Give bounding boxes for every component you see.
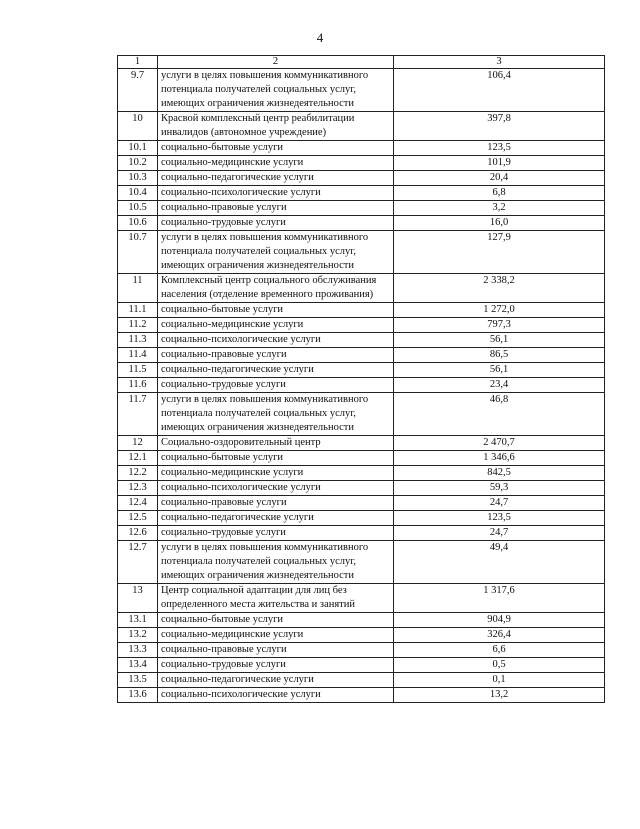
row-number-cell: 10.3 [118,171,158,186]
amount-cell: 326,4 [394,628,605,643]
table-row [118,231,605,274]
amount-cell: 904,9 [394,613,605,628]
row-number-cell: 13 [118,584,158,613]
table-row [118,541,605,584]
row-number-cell: 11.6 [118,378,158,393]
amount-cell: 2 470,7 [394,436,605,451]
amount-cell: 0,5 [394,658,605,673]
row-number-cell: 12.4 [118,496,158,511]
amount-cell: 20,4 [394,171,605,186]
row-number-cell: 10 [118,112,158,141]
table-row [118,511,605,526]
header-col-2: 2 [158,56,394,69]
table-row [118,613,605,628]
row-number-cell: 9.7 [118,69,158,112]
row-number-cell: 10.7 [118,231,158,274]
amount-cell: 1 272,0 [394,303,605,318]
row-number-cell: 10.1 [118,141,158,156]
amount-cell: 0,1 [394,673,605,688]
service-name-cell: Социально-оздоровительный центр [158,436,394,451]
table-row [118,69,605,112]
amount-cell: 106,4 [394,69,605,112]
amount-cell: 797,3 [394,318,605,333]
amount-cell: 397,8 [394,112,605,141]
table-row [118,274,605,303]
table-row [118,451,605,466]
service-name-cell: социально-трудовые услуги [158,378,394,393]
table-row [118,393,605,436]
service-name-cell: социально-трудовые услуги [158,526,394,541]
services-table [117,55,605,703]
service-name-cell: социально-бытовые услуги [158,613,394,628]
amount-cell: 6,8 [394,186,605,201]
table-body [118,69,605,703]
table-row [118,628,605,643]
service-name-cell: Комплексный центр социального обслуживания населения (отделение временного проживания) [158,274,394,303]
service-name-cell: Центр социальной адаптации для лиц без определенного места жительства и занятий [158,584,394,613]
table-row [118,658,605,673]
service-name-cell: социально-педагогические услуги [158,673,394,688]
service-name-cell: социально-психологические услуги [158,688,394,703]
amount-cell: 24,7 [394,526,605,541]
service-name-cell: социально-бытовые услуги [158,141,394,156]
table-row [118,496,605,511]
amount-cell: 16,0 [394,216,605,231]
header-col-1: 1 [118,56,158,69]
service-name-cell: социально-бытовые услуги [158,303,394,318]
service-name-cell: социально-правовые услуги [158,643,394,658]
row-number-cell: 11.2 [118,318,158,333]
service-name-cell: социально-трудовые услуги [158,658,394,673]
table-row [118,216,605,231]
service-name-cell: социально-медицинские услуги [158,628,394,643]
service-name-cell: услуги в целях повышения коммуникативного потенциала получателей социальных услуг, имеющих ограничения жизнедеятельности [158,69,394,112]
row-number-cell: 11.1 [118,303,158,318]
service-name-cell: социально-трудовые услуги [158,216,394,231]
amount-cell: 123,5 [394,141,605,156]
service-name-cell: услуги в целях повышения коммуникативного потенциала получателей социальных услуг, имеющих ограничения жизнедеятельности [158,541,394,584]
table-row [118,186,605,201]
amount-cell: 127,9 [394,231,605,274]
header-col-3: 3 [394,56,605,69]
row-number-cell: 12.6 [118,526,158,541]
service-name-cell: социально-правовые услуги [158,201,394,216]
table-header-row [118,56,605,69]
row-number-cell: 10.4 [118,186,158,201]
row-number-cell: 12.5 [118,511,158,526]
service-name-cell: социально-бытовые услуги [158,451,394,466]
row-number-cell: 13.6 [118,688,158,703]
row-number-cell: 11.7 [118,393,158,436]
table-row [118,378,605,393]
row-number-cell: 10.6 [118,216,158,231]
table-row [118,363,605,378]
table-row [118,156,605,171]
amount-cell: 842,5 [394,466,605,481]
amount-cell: 56,1 [394,363,605,378]
service-name-cell: социально-психологические услуги [158,333,394,348]
table-row [118,436,605,451]
row-number-cell: 13.3 [118,643,158,658]
table-row [118,526,605,541]
amount-cell: 46,8 [394,393,605,436]
amount-cell: 123,5 [394,511,605,526]
amount-cell: 59,3 [394,481,605,496]
row-number-cell: 10.5 [118,201,158,216]
table-row [118,141,605,156]
row-number-cell: 11.5 [118,363,158,378]
row-number-cell: 13.1 [118,613,158,628]
row-number-cell: 11.4 [118,348,158,363]
row-number-cell: 10.2 [118,156,158,171]
service-name-cell: социально-правовые услуги [158,496,394,511]
service-name-cell: Красвой комплексный центр реабилитации инвалидов (автономное учреждение) [158,112,394,141]
service-name-cell: социально-медицинские услуги [158,156,394,171]
table-row [118,643,605,658]
row-number-cell: 12.1 [118,451,158,466]
table-row [118,201,605,216]
service-name-cell: социально-медицинские услуги [158,466,394,481]
row-number-cell: 11.3 [118,333,158,348]
table-row [118,171,605,186]
table-row [118,348,605,363]
amount-cell: 3,2 [394,201,605,216]
service-name-cell: социально-психологические услуги [158,186,394,201]
service-name-cell: услуги в целях повышения коммуникативного потенциала получателей социальных услуг, имеющих ограничения жизнедеятельности [158,231,394,274]
amount-cell: 6,6 [394,643,605,658]
amount-cell: 49,4 [394,541,605,584]
table-row [118,688,605,703]
amount-cell: 13,2 [394,688,605,703]
row-number-cell: 12.7 [118,541,158,584]
service-name-cell: социально-педагогические услуги [158,511,394,526]
amount-cell: 56,1 [394,333,605,348]
row-number-cell: 13.2 [118,628,158,643]
row-number-cell: 13.5 [118,673,158,688]
service-name-cell: социально-правовые услуги [158,348,394,363]
row-number-cell: 12 [118,436,158,451]
amount-cell: 101,9 [394,156,605,171]
table-row [118,466,605,481]
service-name-cell: услуги в целях повышения коммуникативного потенциала получателей социальных услуг, имеющих ограничения жизнедеятельности [158,393,394,436]
service-name-cell: социально-медицинские услуги [158,318,394,333]
amount-cell: 1 346,6 [394,451,605,466]
table-row [118,584,605,613]
table-row [118,318,605,333]
amount-cell: 86,5 [394,348,605,363]
amount-cell: 24,7 [394,496,605,511]
table-row [118,303,605,318]
page-number: 4 [316,30,324,45]
service-name-cell: социально-психологические услуги [158,481,394,496]
row-number-cell: 12.2 [118,466,158,481]
amount-cell: 1 317,6 [394,584,605,613]
table-row [118,673,605,688]
service-name-cell: социально-педагогические услуги [158,171,394,186]
table-row [118,112,605,141]
service-name-cell: социально-педагогические услуги [158,363,394,378]
row-number-cell: 12.3 [118,481,158,496]
amount-cell: 23,4 [394,378,605,393]
row-number-cell: 13.4 [118,658,158,673]
row-number-cell: 11 [118,274,158,303]
table-row [118,481,605,496]
amount-cell: 2 338,2 [394,274,605,303]
table-row [118,333,605,348]
